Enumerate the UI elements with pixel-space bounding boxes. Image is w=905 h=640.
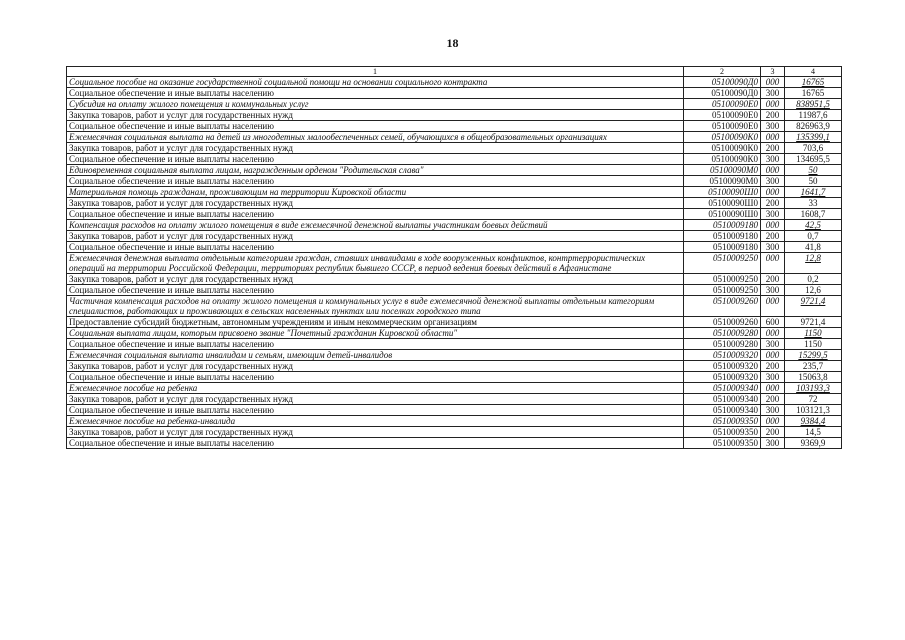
- table-row: [67, 416, 842, 427]
- row-type-cell: 200: [761, 198, 785, 209]
- row-amount-cell: 9721,4: [785, 317, 842, 328]
- row-type-cell: 000: [761, 220, 785, 231]
- row-name-cell: Закупка товаров, работ и услуг для государственных нужд: [67, 143, 684, 154]
- table-row: [67, 187, 842, 198]
- row-name-cell: Социальное обеспечение и иные выплаты населению: [67, 285, 684, 296]
- row-name-cell: Ежемесячное пособие на ребенка: [67, 383, 684, 394]
- row-name-cell: Социальное обеспечение и иные выплаты населению: [67, 372, 684, 383]
- table-row: [67, 383, 842, 394]
- row-name-cell: Закупка товаров, работ и услуг для государственных нужд: [67, 231, 684, 242]
- row-code-cell: 0510009280: [684, 339, 761, 350]
- table-row: [67, 121, 842, 132]
- table-row: [67, 285, 842, 296]
- row-type-cell: 200: [761, 361, 785, 372]
- row-name-cell: Социальное обеспечение и иные выплаты населению: [67, 242, 684, 253]
- table-row: [67, 339, 842, 350]
- row-amount-cell: 838951,5: [785, 99, 842, 110]
- row-amount-cell: 15299,5: [785, 350, 842, 361]
- row-type-cell: 300: [761, 438, 785, 449]
- table-row: [67, 317, 842, 328]
- table-row: [67, 328, 842, 339]
- row-code-cell: 0510009260: [684, 317, 761, 328]
- row-code-cell: 05100090Ш0: [684, 198, 761, 209]
- table-row: [67, 88, 842, 99]
- table-row: [67, 198, 842, 209]
- row-name-cell: Социальное обеспечение и иные выплаты населению: [67, 176, 684, 187]
- table-row: [67, 176, 842, 187]
- row-amount-cell: 72: [785, 394, 842, 405]
- header-cell-code: 2: [684, 67, 761, 77]
- row-type-cell: 300: [761, 242, 785, 253]
- row-type-cell: 200: [761, 274, 785, 285]
- table-row: [67, 110, 842, 121]
- row-code-cell: 0510009320: [684, 361, 761, 372]
- table-body: [67, 77, 842, 449]
- row-type-cell: 300: [761, 285, 785, 296]
- row-name-cell: Социальное обеспечение и иные выплаты населению: [67, 405, 684, 416]
- row-amount-cell: 826963,9: [785, 121, 842, 132]
- row-code-cell: 05100090Е0: [684, 99, 761, 110]
- row-code-cell: 0510009340: [684, 405, 761, 416]
- row-amount-cell: 12,6: [785, 285, 842, 296]
- row-amount-cell: 235,7: [785, 361, 842, 372]
- row-code-cell: 0510009320: [684, 350, 761, 361]
- row-code-cell: 05100090Д0: [684, 88, 761, 99]
- row-type-cell: 000: [761, 416, 785, 427]
- budget-table: [66, 66, 842, 449]
- row-amount-cell: 14,5: [785, 427, 842, 438]
- row-code-cell: 0510009340: [684, 383, 761, 394]
- row-code-cell: 05100090Ш0: [684, 187, 761, 198]
- table-row: [67, 361, 842, 372]
- row-amount-cell: 9721,4: [785, 296, 842, 317]
- row-code-cell: 0510009250: [684, 274, 761, 285]
- row-type-cell: 300: [761, 209, 785, 220]
- row-type-cell: 000: [761, 77, 785, 88]
- row-name-cell: Компенсация расходов на оплату жилого помещения в виде ежемесячной денежной выплаты участникам боевых действий: [67, 220, 684, 231]
- row-amount-cell: 11987,6: [785, 110, 842, 121]
- header-cell-type: 3: [761, 67, 785, 77]
- row-amount-cell: 103121,3: [785, 405, 842, 416]
- row-name-cell: Материальная помощь гражданам, проживающим на территории Кировской области: [67, 187, 684, 198]
- row-name-cell: Социальное обеспечение и иные выплаты населению: [67, 209, 684, 220]
- row-code-cell: 0510009250: [684, 253, 761, 274]
- row-name-cell: Закупка товаров, работ и услуг для государственных нужд: [67, 110, 684, 121]
- row-amount-cell: 1150: [785, 328, 842, 339]
- table-row: [67, 99, 842, 110]
- row-amount-cell: 0,7: [785, 231, 842, 242]
- header-cell-amount: 4: [785, 67, 842, 77]
- row-type-cell: 000: [761, 328, 785, 339]
- row-amount-cell: 50: [785, 176, 842, 187]
- row-name-cell: Ежемесячное пособие на ребенка-инвалида: [67, 416, 684, 427]
- row-type-cell: 000: [761, 165, 785, 176]
- table-row: [67, 143, 842, 154]
- row-code-cell: 05100090К0: [684, 154, 761, 165]
- row-code-cell: 0510009250: [684, 285, 761, 296]
- row-amount-cell: 703,6: [785, 143, 842, 154]
- row-amount-cell: 103193,3: [785, 383, 842, 394]
- row-code-cell: 0510009350: [684, 416, 761, 427]
- row-type-cell: 300: [761, 339, 785, 350]
- row-name-cell: Закупка товаров, работ и услуг для государственных нужд: [67, 198, 684, 209]
- table-row: [67, 438, 842, 449]
- table-row: [67, 405, 842, 416]
- row-code-cell: 0510009350: [684, 427, 761, 438]
- row-type-cell: 300: [761, 121, 785, 132]
- row-code-cell: 05100090К0: [684, 143, 761, 154]
- row-type-cell: 300: [761, 372, 785, 383]
- row-amount-cell: 42,5: [785, 220, 842, 231]
- row-code-cell: 05100090Е0: [684, 121, 761, 132]
- row-code-cell: 05100090Е0: [684, 110, 761, 121]
- row-code-cell: 0510009320: [684, 372, 761, 383]
- row-type-cell: 200: [761, 394, 785, 405]
- row-name-cell: Социальная выплата лицам, которым присвоено звание "Почетный гражданин Кировской области": [67, 328, 684, 339]
- row-type-cell: 000: [761, 296, 785, 317]
- row-type-cell: 000: [761, 253, 785, 274]
- row-name-cell: Закупка товаров, работ и услуг для государственных нужд: [67, 361, 684, 372]
- row-amount-cell: 15063,8: [785, 372, 842, 383]
- row-name-cell: Ежемесячная социальная выплата инвалидам и семьям, имеющим детей-инвалидов: [67, 350, 684, 361]
- table-row: [67, 427, 842, 438]
- row-code-cell: 0510009260: [684, 296, 761, 317]
- table-row: [67, 209, 842, 220]
- row-type-cell: 300: [761, 154, 785, 165]
- table-header-row: [67, 67, 842, 77]
- row-amount-cell: 50: [785, 165, 842, 176]
- row-code-cell: 05100090Д0: [684, 77, 761, 88]
- row-name-cell: Закупка товаров, работ и услуг для государственных нужд: [67, 274, 684, 285]
- row-code-cell: 0510009350: [684, 438, 761, 449]
- table-row: [67, 274, 842, 285]
- table-row: [67, 132, 842, 143]
- row-amount-cell: 16765: [785, 88, 842, 99]
- row-type-cell: 300: [761, 176, 785, 187]
- table-row: [67, 165, 842, 176]
- page-number: 18: [446, 36, 459, 50]
- row-amount-cell: 41,8: [785, 242, 842, 253]
- row-amount-cell: 0,2: [785, 274, 842, 285]
- row-amount-cell: 33: [785, 198, 842, 209]
- row-code-cell: 05100090М0: [684, 176, 761, 187]
- row-name-cell: Ежемесячная социальная выплата на детей из многодетных малообеспеченных семей, обучающихся в общеобразовательных организациях: [67, 132, 684, 143]
- table-row: [67, 77, 842, 88]
- table-row: [67, 220, 842, 231]
- row-type-cell: 000: [761, 350, 785, 361]
- table-row: [67, 154, 842, 165]
- row-type-cell: 300: [761, 88, 785, 99]
- row-type-cell: 600: [761, 317, 785, 328]
- row-name-cell: Предоставление субсидий бюджетным, автономным учреждениям и иным некоммерческим организациям: [67, 317, 684, 328]
- row-name-cell: Единовременная социальная выплата лицам, награжденным орденом "Родительская слава": [67, 165, 684, 176]
- table-row: [67, 372, 842, 383]
- row-name-cell: Закупка товаров, работ и услуг для государственных нужд: [67, 427, 684, 438]
- row-amount-cell: 1641,7: [785, 187, 842, 198]
- header-cell-name: 1: [67, 67, 684, 77]
- row-amount-cell: 1150: [785, 339, 842, 350]
- table-row: [67, 242, 842, 253]
- row-name-cell: Социальное обеспечение и иные выплаты населению: [67, 438, 684, 449]
- row-type-cell: 200: [761, 427, 785, 438]
- row-name-cell: Социальное обеспечение и иные выплаты населению: [67, 88, 684, 99]
- row-name-cell: Социальное обеспечение и иные выплаты населению: [67, 121, 684, 132]
- row-name-cell: Частичная компенсация расходов на оплату жилого помещения и коммунальных услуг в виде ежемесячной денежной выплаты отдельным категориям специалистов, работающих и проживающих в сельских населенных пунктах или поселках городского типа: [67, 296, 684, 317]
- table-row: [67, 350, 842, 361]
- row-name-cell: Социальное обеспечение и иные выплаты населению: [67, 154, 684, 165]
- row-amount-cell: 12,8: [785, 253, 842, 274]
- row-name-cell: Ежемесячная денежная выплата отдельным категориям граждан, ставших инвалидами в ходе вооруженных конфликтов, контртеррористических операций на территории Российской Федерации, территориях республик бывшего СССР, в период ведения боевых действий в Афганистане: [67, 253, 684, 274]
- table-row: [67, 231, 842, 242]
- row-code-cell: 0510009180: [684, 242, 761, 253]
- row-code-cell: 0510009340: [684, 394, 761, 405]
- row-type-cell: 000: [761, 99, 785, 110]
- row-code-cell: 05100090М0: [684, 165, 761, 176]
- row-code-cell: 0510009280: [684, 328, 761, 339]
- table-row: [67, 253, 842, 274]
- row-amount-cell: 16765: [785, 77, 842, 88]
- row-type-cell: 200: [761, 110, 785, 121]
- row-type-cell: 200: [761, 143, 785, 154]
- row-type-cell: 000: [761, 187, 785, 198]
- row-code-cell: 05100090Ш0: [684, 209, 761, 220]
- row-type-cell: 200: [761, 231, 785, 242]
- row-code-cell: 05100090К0: [684, 132, 761, 143]
- row-amount-cell: 9369,9: [785, 438, 842, 449]
- row-type-cell: 000: [761, 132, 785, 143]
- row-name-cell: Субсидия на оплату жилого помещения и коммунальных услуг: [67, 99, 684, 110]
- row-amount-cell: 134695,5: [785, 154, 842, 165]
- table-row: [67, 394, 842, 405]
- row-code-cell: 0510009180: [684, 220, 761, 231]
- row-name-cell: Социальное обеспечение и иные выплаты населению: [67, 339, 684, 350]
- table-row: [67, 296, 842, 317]
- row-amount-cell: 9384,4: [785, 416, 842, 427]
- row-name-cell: Социальное пособие на оказание государственной социальной помощи на основании социального контракта: [67, 77, 684, 88]
- row-type-cell: 000: [761, 383, 785, 394]
- row-name-cell: Закупка товаров, работ и услуг для государственных нужд: [67, 394, 684, 405]
- row-amount-cell: 1608,7: [785, 209, 842, 220]
- row-amount-cell: 135399,1: [785, 132, 842, 143]
- row-code-cell: 0510009180: [684, 231, 761, 242]
- row-type-cell: 300: [761, 405, 785, 416]
